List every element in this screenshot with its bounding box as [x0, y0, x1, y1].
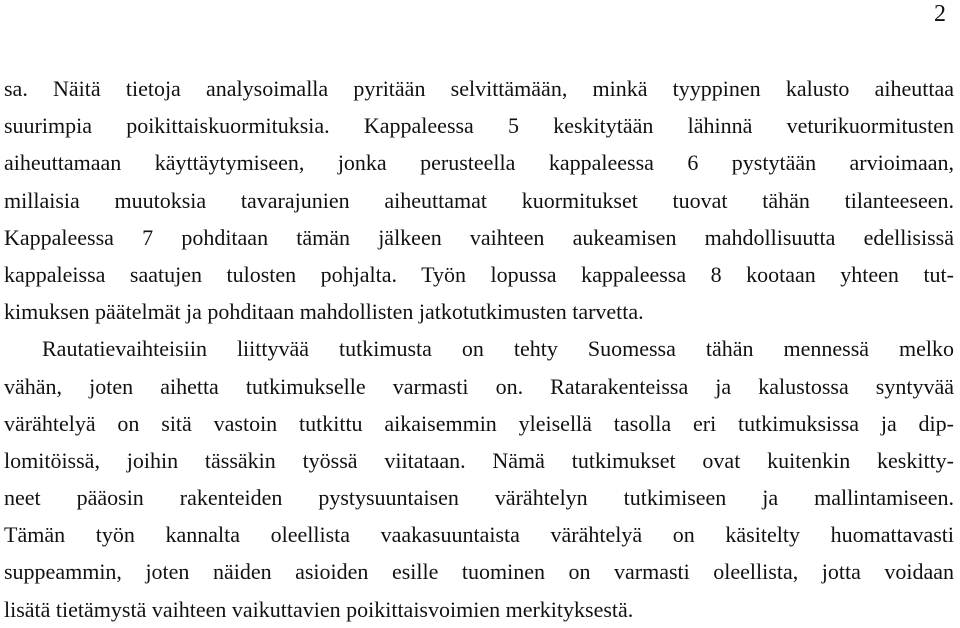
text-line: sa. Näitä tietoja analysoimalla pyritään selvittämään, minkä tyyppinen kalusto aiheuttaa	[4, 76, 954, 101]
text-line: värähtelyä on sitä vastoin tutkittu aikaisemmin yleisellä tasolla eri tutkimuksissa ja dip-	[4, 410, 954, 436]
text-line: Rautatievaihteisiin liittyvää tutkimusta on tehty Suomessa tähän mennessä melko	[42, 336, 954, 362]
text-line: kimuksen päätelmät ja pohditaan mahdollisten jatkotutkimusten tarvetta.	[4, 299, 644, 325]
text-line: Kappaleessa 7 pohditaan tämän jälkeen vaihteen aukeamisen mahdollisuutta edellisissä	[4, 224, 954, 250]
text-line: suurimpia poikittaiskuormituksia. Kappaleessa 5 keskitytään lähinnä veturikuormitusten	[4, 113, 954, 139]
body-text	[4, 70, 954, 628]
text-line: kappaleissa saatujen tulosten pohjalta. Työn lopussa kappaleessa 8 kootaan yhteen tut-	[4, 261, 954, 287]
text-line: Tämän työn kannalta oleellista vaakasuuntaista värähtelyä on käsitelty huomattavasti	[4, 522, 954, 548]
page-number: 2	[934, 1, 946, 27]
text-line: millaisia muutoksia tavarajunien aiheuttamat kuormitukset tuovat tähän tilanteeseen.	[4, 187, 954, 213]
text-line: lomitöissä, joihin tässäkin työssä viitataan. Nämä tutkimukset ovat kuitenkin keskitty-	[4, 447, 954, 473]
text-line: vähän, joten aihetta tutkimukselle varmasti on. Ratarakenteissa ja kalustossa syntyvää	[4, 373, 954, 399]
text-line: lisätä tietämystä vaihteen vaikuttavien poikittaisvoimien merkityksestä.	[4, 596, 634, 622]
text-line: suppeammin, joten näiden asioiden esille tuominen on varmasti oleellista, jotta voidaan	[4, 559, 954, 585]
text-line: aiheuttamaan käyttäytymiseen, jonka perusteella kappaleessa 6 pystytään arvioimaan,	[4, 150, 954, 176]
text-line: neet pääosin rakenteiden pystysuuntaisen värähtelyn tutkimiseen ja mallintamiseen.	[4, 485, 954, 511]
